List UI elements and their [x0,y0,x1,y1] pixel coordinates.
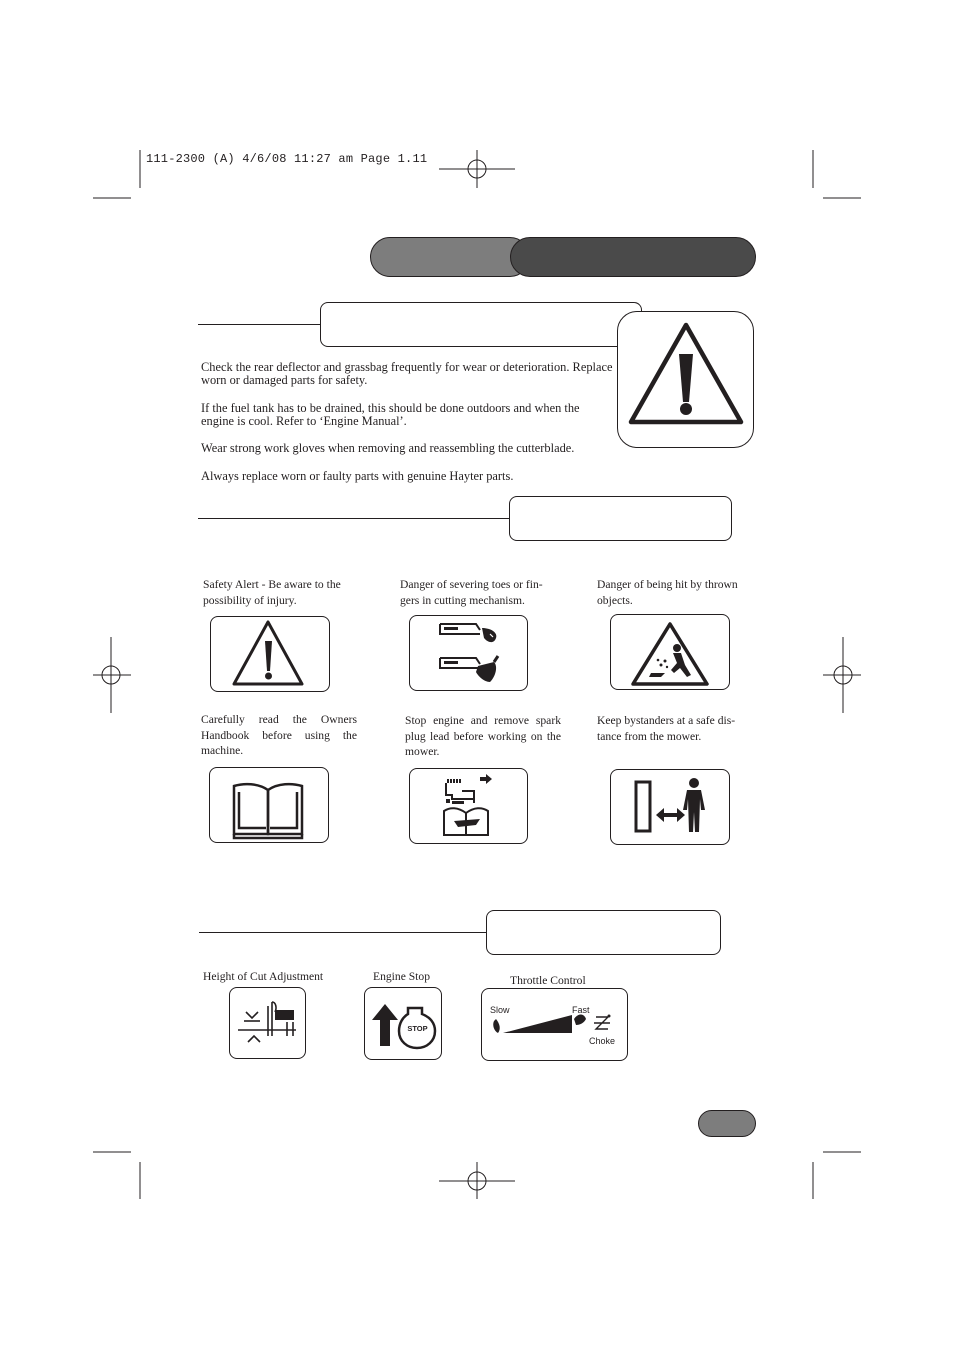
open-book-icon [210,768,328,842]
maintenance-paragraph-4: Always replace worn or faulty parts with genuine Hayter parts. [201,469,514,483]
throttle-choke-label: Choke [589,1036,616,1046]
blade-hazard-icon [410,616,527,690]
thrown-objects-icon [611,615,729,689]
symbol-caption-thrown-objects: Danger of being hit by thrown objects. [597,578,738,607]
throttle-ramp-icon [482,989,627,1060]
warning-panel [617,311,754,448]
section-heading-box-maintenance [320,302,642,347]
warning-triangle-icon [618,312,753,447]
symbol-caption-read-handbook: Carefully read the Owners Handbook before using the machine. [201,713,357,757]
warning-triangle-icon [211,617,329,691]
section-rule-symbols [198,518,510,519]
symbol-box-thrown-objects [610,614,730,690]
maintenance-paragraph-3: Wear strong work gloves when removing and reassembling the cutterblade. [201,441,575,455]
keep-distance-icon [611,770,729,844]
height-of-cut-label: Height of Cut Adjustment [203,970,324,983]
throttle-fast-label: Fast [572,1005,590,1015]
symbol-box-read-handbook [209,767,329,843]
throttle-symbol-box [481,988,628,1061]
symbol-box-severing [409,615,528,691]
symbol-caption-severing: Danger of severing toes or fin-gers in cutting mechanism. [400,578,543,607]
throttle-control-label: Throttle Control [510,974,586,987]
section-heading-box-controls [486,910,721,955]
height-adjust-icon [230,988,305,1058]
section-rule-controls [199,932,487,933]
symbol-caption-stop-engine: Stop engine and remove spark plug lead before working on the mower. [405,714,561,758]
section-tab-light [370,237,530,277]
engine-stop-label: Engine Stop [373,970,431,983]
section-tab-dark [510,237,756,277]
throttle-slow-label: Slow [490,1005,510,1015]
maintenance-paragraph-1: Check the rear deflector and grassbag frequently for wear or deterioration. Replace worn or damaged parts for safety. [201,360,613,387]
maintenance-paragraph-2: If the fuel tank has to be drained, this should be done outdoors and when the engine is cool. Refer to ‘Engine Manual’. [201,401,580,428]
engine-stop-text: STOP [407,1024,428,1033]
print-slug: 111-2300 (A) 4/6/08 11:27 am Page 1.11 [146,152,428,166]
symbol-box-bystanders [610,769,730,845]
height-of-cut-symbol-box [229,987,306,1059]
symbol-caption-safety-alert: Safety Alert - Be aware to the possibility of injury. [203,578,341,607]
engine-stop-symbol-box [364,987,442,1060]
symbol-box-stop-engine [409,768,528,844]
section-rule-maintenance [198,324,320,325]
symbol-box-safety-alert [210,616,330,692]
page-number-tab [698,1110,756,1137]
symbol-caption-bystanders: Keep bystanders at a safe dis-tance from the mower. [597,714,736,743]
section-heading-box-symbols [509,496,732,541]
spark-plug-manual-icon [410,769,527,843]
